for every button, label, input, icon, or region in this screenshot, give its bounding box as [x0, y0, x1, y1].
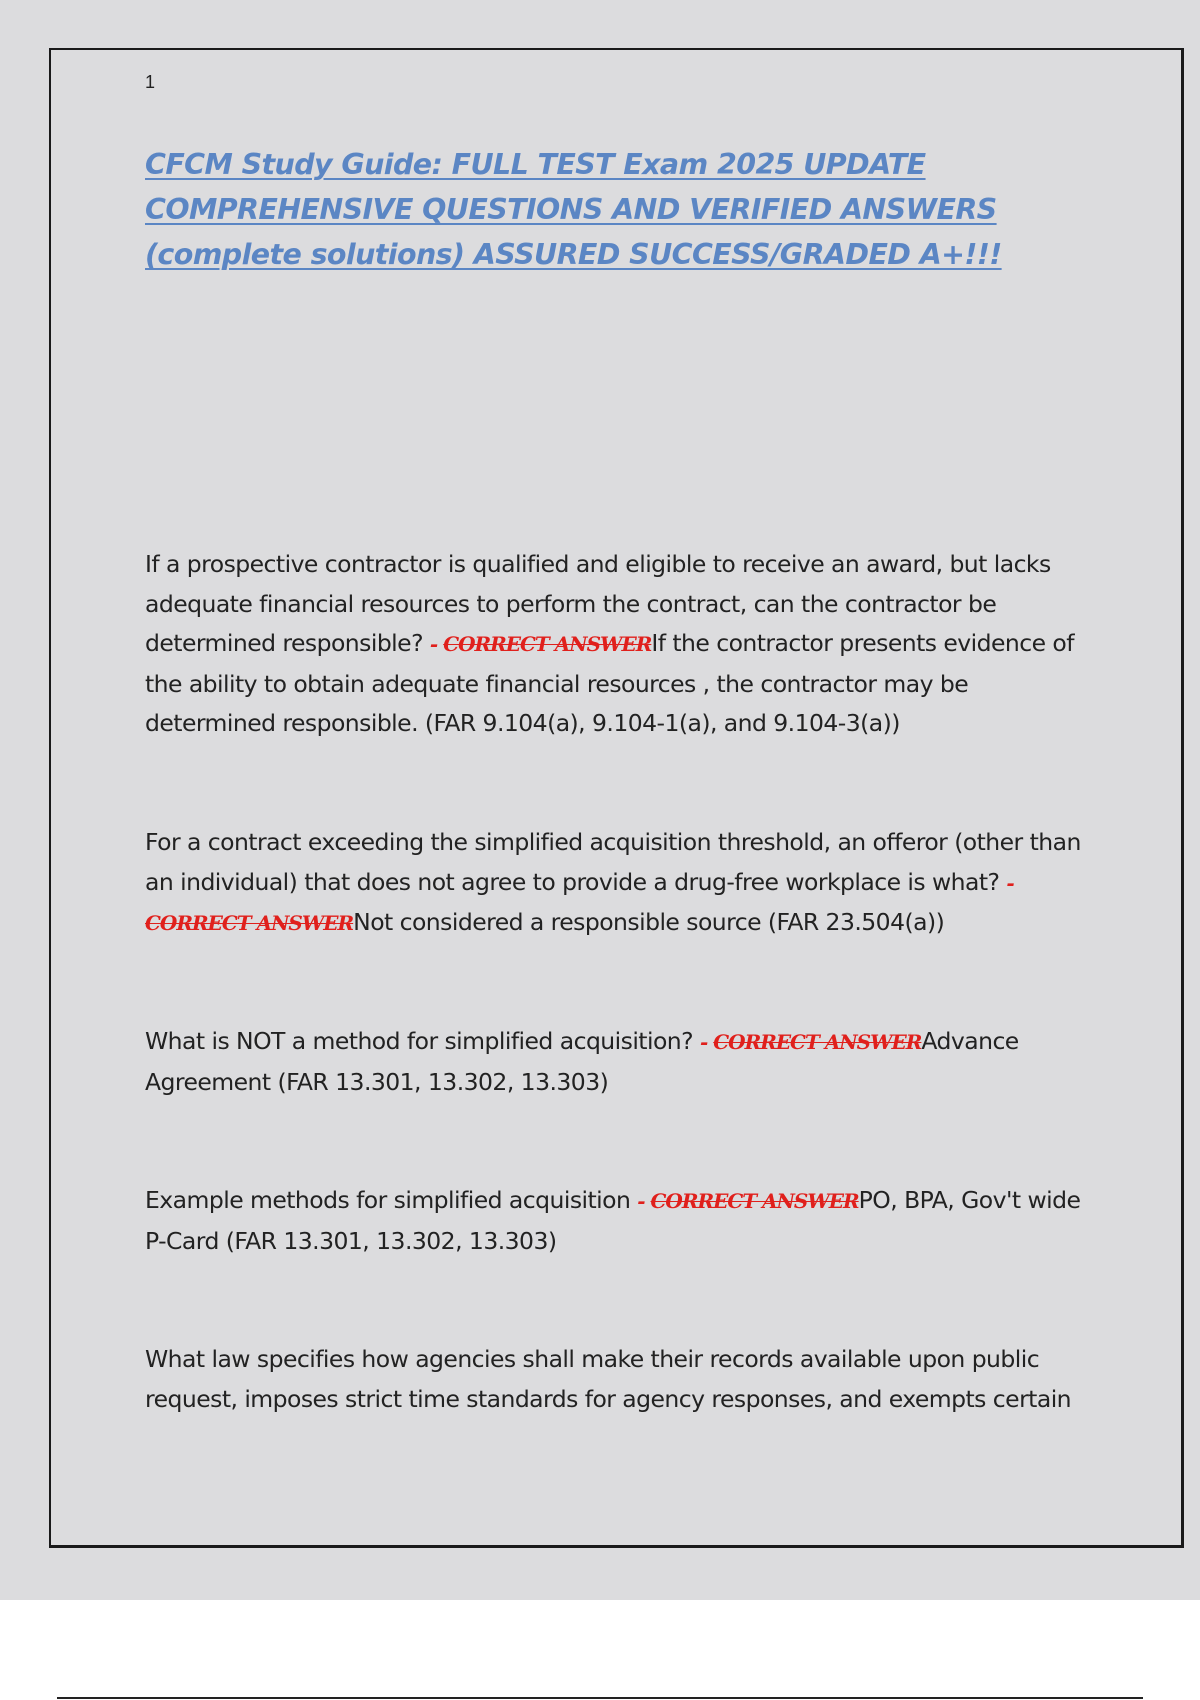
qa-item: [145, 545, 1090, 744]
answer-label-text: CORRECT ANSWER: [443, 632, 652, 656]
answer-separator: -: [1006, 870, 1014, 895]
qa-item: [145, 1340, 1090, 1419]
qa-item: [145, 1022, 1090, 1102]
answer-text: Not considered a responsible source (FAR 23.504(a)): [353, 908, 945, 936]
answer-label: [430, 632, 651, 656]
answer-separator: -: [699, 1030, 714, 1054]
answer-label-text: CORRECT ANSWER: [713, 1030, 922, 1054]
answer-text: PO, BPA, Gov't wide P-Card (FAR 13.301, 13.302, 13.303): [145, 1186, 1081, 1255]
qa-item: [145, 823, 1090, 944]
answer-label: [700, 1030, 921, 1054]
document-title[interactable]: CFCM Study Guide: FULL TEST Exam 2025 UPDATE COMPREHENSIVE QUESTIONS AND VERIFIED ANSWERS (complete solutions) ASSURED SUCCESS/GRADED A+!!!: [145, 148, 1002, 271]
question-text: Example methods for simplified acquisition: [145, 1186, 638, 1214]
qa-item: [145, 1181, 1090, 1261]
question-text: What law specifies how agencies shall make their records available upon public request, imposes strict time standards for agency responses, and exempts certain: [145, 1345, 1072, 1413]
answer-separator: -: [637, 1189, 651, 1213]
answer-label-text: CORRECT ANSWER: [145, 911, 354, 935]
page-number: 1: [145, 72, 156, 92]
answer-label-text: CORRECT ANSWER: [650, 1189, 859, 1213]
question-text: For a contract exceeding the simplified acquisition threshold, an offeror (other than an individual) that does not agree to provide a drug-free workplace is what?: [145, 828, 1081, 896]
answer-separator: -: [429, 632, 444, 656]
question-text: What is NOT a method for simplified acquisition?: [145, 1027, 700, 1055]
question-text: If a prospective contractor is qualified and eligible to receive an award, but lacks adequate financial resources to perform the contract, can the contractor be determined responsible?: [145, 550, 1051, 657]
answer-text: Advance Agreement (FAR 13.301, 13.302, 13.303): [145, 1027, 1019, 1096]
footer-rule: [57, 1697, 1143, 1699]
answer-label: [637, 1189, 858, 1213]
answer-text: If the contractor presents evidence of the ability to obtain adequate financial resources , the contractor may be determined responsible. (FAR 9.104(a), 9.104-1(a), and 9.104-3(a)): [145, 629, 1074, 737]
